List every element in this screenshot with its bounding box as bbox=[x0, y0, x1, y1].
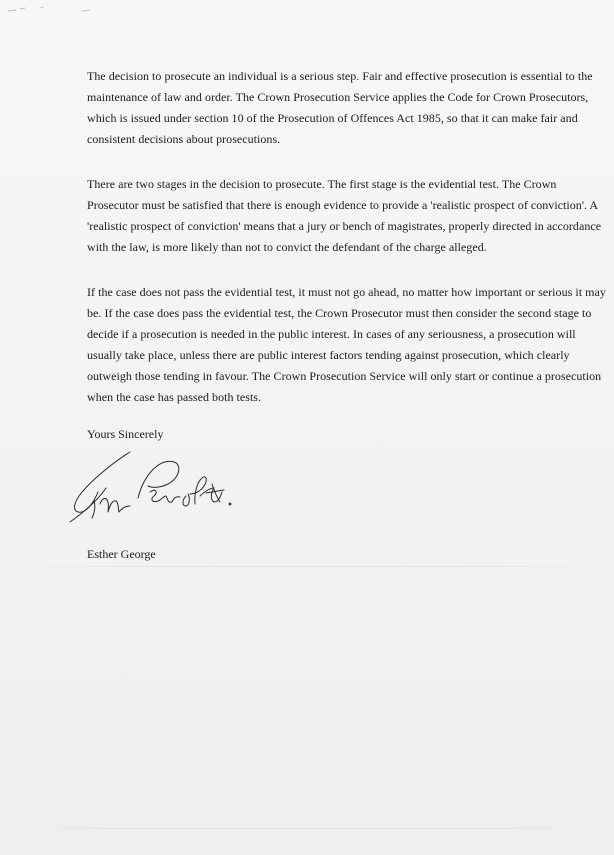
text-line: consistent decisions about prosecutions. bbox=[87, 132, 281, 146]
text-line: with the law, is more likely than not to convict the defendant of the charge alleged. bbox=[87, 240, 487, 254]
text-line: outweigh those tending in favour. The Crown Prosecution Service will only start or continue a prosecution bbox=[87, 369, 602, 383]
text-line: The decision to prosecute an individual is a serious step. Fair and effective prosecution is essential to the bbox=[87, 69, 593, 83]
text-line: 'realistic prospect of conviction' means that a jury or bench of magistrates, properly directed in accordance bbox=[87, 219, 602, 233]
letter-body bbox=[87, 66, 606, 432]
text-line: maintenance of law and order. The Crown Prosecution Service applies the Code for Crown Prosecutors, bbox=[87, 90, 589, 104]
text-line: There are two stages in the decision to prosecute. The first stage is the evidential test. The Crown bbox=[87, 177, 557, 191]
text-line: when the case has passed both tests. bbox=[87, 390, 262, 404]
paper-fold-line bbox=[0, 828, 614, 829]
closing-salutation: Yours Sincerely bbox=[87, 427, 164, 441]
paper-fold-line bbox=[0, 566, 614, 567]
scan-artifact-mark bbox=[6, 2, 96, 16]
paragraph-evidential-test bbox=[87, 282, 606, 408]
paragraph-two-stages bbox=[87, 174, 602, 258]
text-line: which is issued under section 10 of the Prosecution of Offences Act 1985, so that it can make fair and bbox=[87, 111, 578, 125]
text-line: If the case does not pass the evidential test, it must not go ahead, no matter how important or serious it may bbox=[87, 285, 606, 299]
handwritten-signature bbox=[64, 448, 254, 530]
paragraph-decision bbox=[87, 66, 593, 150]
text-line: usually take place, unless there are public interest factors tending against prosecution, which clearly bbox=[87, 348, 570, 362]
text-line: be. If the case does pass the evidential test, the Crown Prosecutor must then consider the second stage to bbox=[87, 306, 592, 320]
signer-name: Esther George bbox=[87, 547, 156, 561]
text-line: Prosecutor must be satisfied that there is enough evidence to provide a 'realistic prospect of conviction'. A bbox=[87, 198, 599, 212]
text-line: decide if a prosecution is needed in the public interest. In cases of any seriousness, a prosecution will bbox=[87, 327, 576, 341]
